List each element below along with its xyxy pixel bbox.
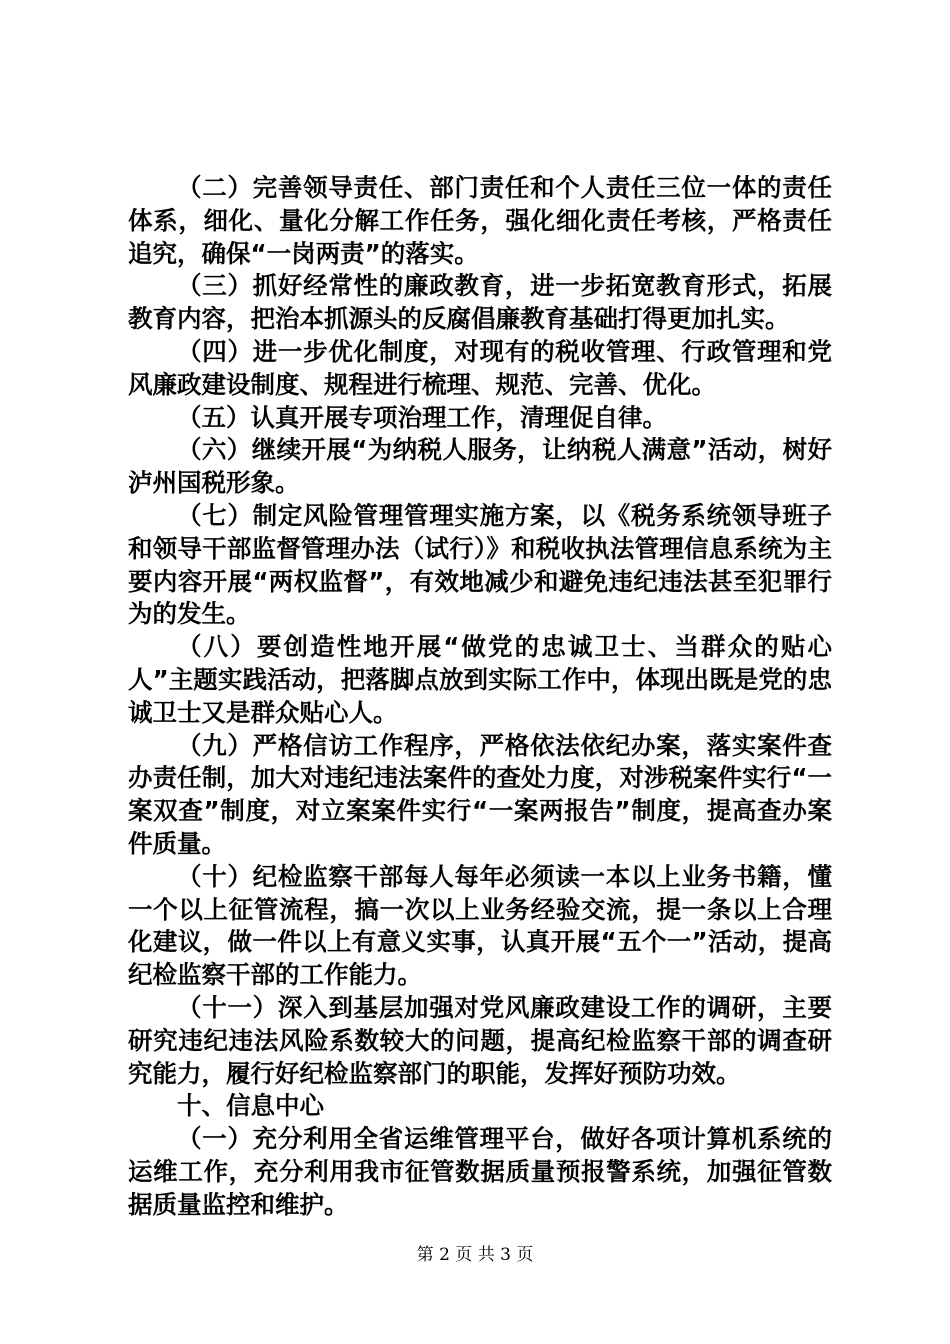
paragraph-9: （十）纪检监察干部每人每年必须读一本以上业务书籍，懂一个以上征管流程，搞一次以上业务经验交流，提一条以上合理化建议，做一件以上有意义实事，认真开展“五个一”活动，提高纪检监察干部的工作能力。 <box>128 861 832 990</box>
section-heading: 十、信息中心 <box>177 1091 324 1121</box>
document-body <box>128 172 832 1222</box>
page-footer: 第 2 页 共 3 页 <box>416 1245 534 1265</box>
paragraph-7: （八）要创造性地开展“做党的忠诚卫士、当群众的贴心人”主题实践活动，把落脚点放到实际工作中，体现出既是党的忠诚卫士又是群众贴心人。 <box>128 632 832 727</box>
paragraph-11: （一）充分利用全省运维管理平台，做好各项计算机系统的运维工作，充分利用我市征管数据质量预报警系统，加强征管数据质量监控和维护。 <box>128 1124 832 1219</box>
paragraph-4: （五）认真开展专项治理工作，清理促自律。 <box>177 402 667 432</box>
paragraph-8: （九）严格信访工作程序，严格依法依纪办案，落实案件查办责任制，加大对违纪违法案件的查处力度，对涉税案件实行“一案双查”制度，对立案案件实行“一案两报告”制度，提高查办案件质量。 <box>128 730 832 858</box>
paragraph-5: （六）继续开展“为纳税人服务，让纳税人满意”活动，树好泸州国税形象。 <box>128 435 832 498</box>
paragraph-2: （三）抓好经常性的廉政教育，进一步拓宽教育形式，拓展教育内容，把治本抓源头的反腐倡廉教育基础打得更加扎实。 <box>128 271 832 334</box>
paragraph-1: （二）完善领导责任、部门责任和个人责任三位一体的责任体系，细化、量化分解工作任务，强化细化责任考核，严格责任追究，确保“一岗两责”的落实。 <box>128 173 832 268</box>
paragraph-10: （十一）深入到基层加强对党风廉政建设工作的调研，主要研究违纪违法风险系数较大的问题，提高纪检监察干部的调查研究能力，履行好纪检监察部门的职能，发挥好预防功效。 <box>128 992 832 1088</box>
paragraph-6: （七）制定风险管理管理实施方案，以《税务系统领导班子和领导干部监督管理办法（试行）》和税收执法管理信息系统为主要内容开展“两权监督”，有效地减少和避免违纪违法甚至犯罪行为的发生。 <box>128 500 832 629</box>
paragraph-3: （四）进一步优化制度，对现有的税收管理、行政管理和党风廉政建设制度、规程进行梳理、规范、完善、优化。 <box>128 336 832 399</box>
